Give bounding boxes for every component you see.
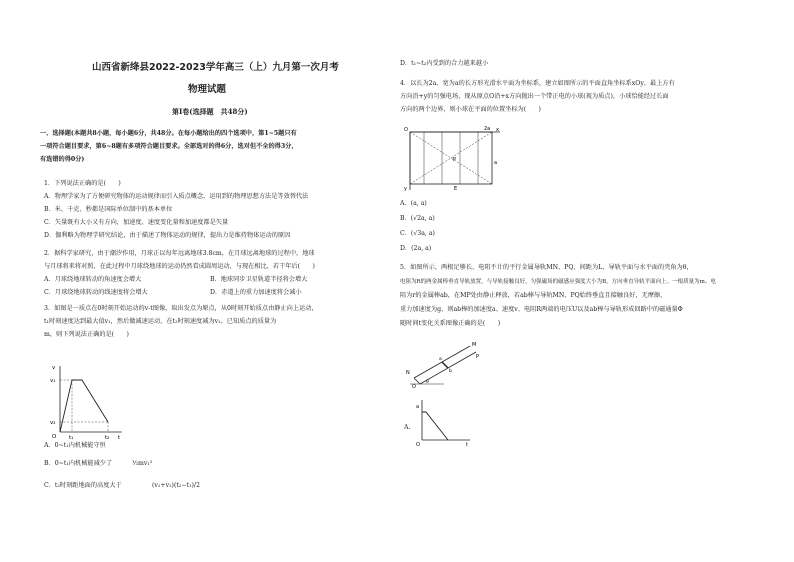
width-label: a <box>494 160 498 166</box>
accel-curve <box>422 412 448 440</box>
q3-option: B．0~t₁内机械能减少了 <box>44 460 113 467</box>
label-p: P <box>476 354 480 360</box>
label-n: N <box>406 370 410 376</box>
q5-stem: 电阻为R的两金属棒垂直导轨放置，与导轨接触良好，匀强磁场的磁感应强度大小为B，方向垂直导轨平面向上。一根质量为m、电 <box>400 279 716 285</box>
axis-label-t: t <box>466 442 468 446</box>
right-column <box>400 0 750 562</box>
q2-stem: 2．据科学家研究，由于潮汐作用，月球正以每年远离地球3.8cm，在月球远离地球的过程中，地球 <box>44 250 315 257</box>
q4-stem: 方向沿+y的匀强电场，现从原点O沿+x方向抛出一个带正电的小球(视为质点)，小球恰能经过长面 <box>400 93 669 100</box>
q4-stem: 方向的两个边界，则小球在平面的位置坐标为( ) <box>400 106 541 113</box>
q3-stem: 3．如图是一质点在0时刻开始运动的v-t图像，取出发点为原点，从0时刻开始质点由静止向上运动， <box>44 305 318 312</box>
instructions-line: 有选错的得0分) <box>40 156 85 163</box>
q1-stem: 1．下列说法正确的是( ) <box>44 180 121 187</box>
tick-label-t1: t₁ <box>69 435 74 440</box>
origin-label: O <box>416 442 420 446</box>
instructions-line: 一项符合题目要求，第6~8题有多项符合题目要求。全部选对的得6分，选对但不全的得3分， <box>40 143 298 150</box>
q5-figure <box>404 338 480 388</box>
subject-title: 物理试题 <box>188 84 227 95</box>
q2-option: C．月球绕地球转动的线速度将会增大 <box>44 289 148 296</box>
origin-label: O <box>52 434 57 440</box>
q4-option: A．(a, a) <box>400 200 427 207</box>
left-column <box>40 0 385 562</box>
label-b: b <box>449 369 452 374</box>
q4-option: D．(2a, a) <box>400 245 432 252</box>
q4-option: C．(√3a, a) <box>400 230 435 237</box>
q3-option-d: D．t₁~t₂内受到的合力越来越小 <box>400 60 489 67</box>
label-m: M <box>472 342 477 348</box>
y-axis-label: y <box>404 186 407 192</box>
q3-stem: m，则下列说法正确的是( ) <box>44 331 129 338</box>
q2-option: B．地球同步卫星轨道半径将会增大 <box>210 276 308 283</box>
q5-stem: 重力加速度为g，则ab棒的加速度a、速度v、电阻R两端的电压U以及ab棒与导轨形成回路中的磁通量Φ <box>400 306 683 313</box>
tick-label-t2: t₂ <box>105 435 110 440</box>
origin-label: O <box>404 127 408 133</box>
x-axis-label: x <box>496 127 499 133</box>
axis-label-v: v <box>52 365 56 371</box>
q5-stem: 随时间t变化关系图像正确的是( ) <box>400 320 501 327</box>
q1-option: D．伽利略为物理学研究结论，由于描述了物体运动的规律，提出力是维持物体运动的原因 <box>44 232 291 239</box>
q1-option: A．物理学家为了方便研究物体的运动规律而引入质点概念，运用到的物理思想方法是等效替代法 <box>44 193 309 200</box>
label-theta: θ <box>426 380 429 385</box>
point-p-label: P <box>453 157 457 163</box>
q1-option: B．米、千克、秒都是国际单位制中的基本单位 <box>44 206 173 213</box>
q4-option: B．(√2a, a) <box>400 215 435 222</box>
label-a: a <box>439 357 442 362</box>
q3-option-b-formula: ½mv₁² <box>132 460 153 467</box>
q2-option: D．赤道上的重力加速度将会减小 <box>210 289 302 296</box>
q5-stem: 阻为r的金属棒ab，在MP处由静止释放，若ab棒与导轨MN、PQ始终垂直且接触良好，无摩擦， <box>400 292 667 299</box>
q3-stem: t₁时刻速度达到最大值v₁，然后做减速运动，在t₂时刻速度减为v₂。已知质点的质量为 <box>44 318 277 325</box>
q3-vt-graph <box>46 360 126 440</box>
q3-option: C．t₂时刻距地面的高度大于 <box>44 482 122 489</box>
q2-option: A．月球绕地球转动的角速度会增大 <box>44 276 142 283</box>
q5-stem: 5．如图所示，两根足够长、电阻不计的平行金属导轨MN、PQ，间距为L，导轨平面与水平面的夹角为θ， <box>400 264 693 271</box>
rod-ab <box>442 362 448 368</box>
axis-label-a: a <box>416 404 420 410</box>
q5-option-a-label: A. <box>404 424 411 431</box>
tick-label-v2: v₂ <box>50 420 56 426</box>
length-label: 2a <box>484 126 491 132</box>
instructions-line: 一、选择题(本题共8小题，每小题6分，共48分。在每小题给出的四个选项中，第1~5题只有 <box>40 130 297 137</box>
field-label: E <box>454 186 458 192</box>
velocity-curve <box>60 380 108 432</box>
q4-stem: 4．以长为2a、宽为a的长方形光滑水平面为坐标系，建立如图所示的平面直角坐标系xOy，最上方有 <box>400 80 675 87</box>
q1-option: C．矢量既有大小又有方向，加速度、速度变化量和加速度都是矢量 <box>44 219 229 226</box>
part-heading: 第Ⅰ卷(选择题 共48分) <box>172 107 248 116</box>
q3-option-c-formula: (v₁+v₂)(t₂−t₁)/2 <box>152 482 200 489</box>
q2-stem: 与月球将来将对照，在此过程中月球绕地球的运动仍然看成圆周运动，与现在相比，若干年后( ) <box>44 263 315 270</box>
q4-figure <box>402 124 502 192</box>
axis-label-t: t <box>118 435 121 440</box>
q3-option: A．0~t₁内机械能守恒 <box>44 442 106 449</box>
tick-label-v1: v₁ <box>50 378 56 384</box>
q5-option-a-graph <box>414 396 474 446</box>
label-q: Q <box>412 384 416 388</box>
exam-title: 山西省新绛县2022-2023学年高三（上）九月第一次月考 <box>92 62 339 73</box>
